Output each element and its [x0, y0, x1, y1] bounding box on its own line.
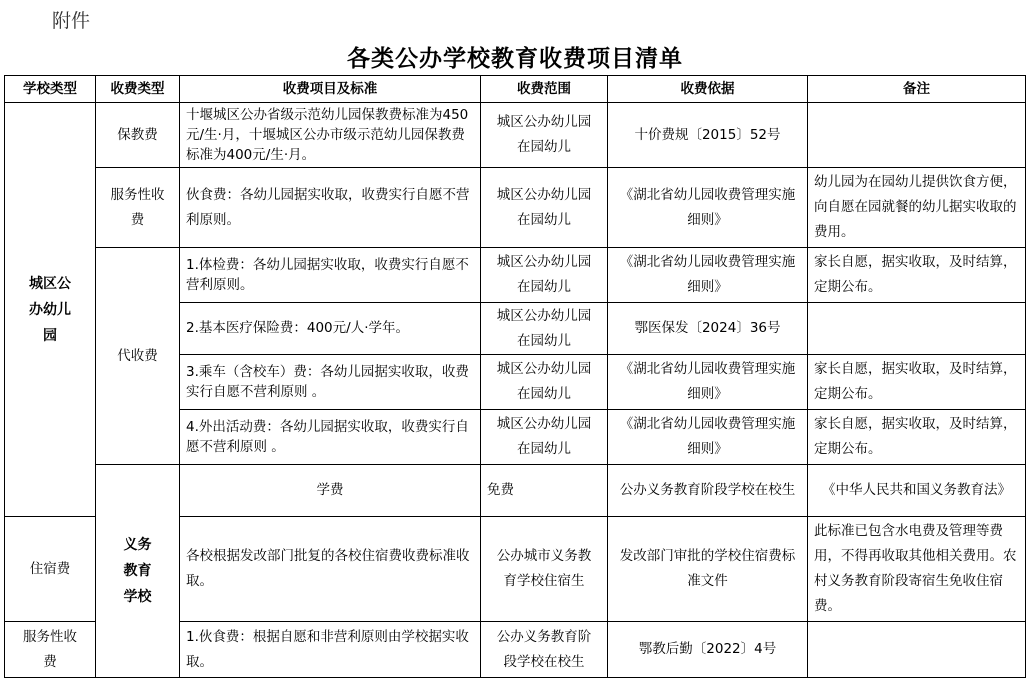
item-cell: 各校根据发改部门批复的各校住宿费收费标准收取。 — [180, 517, 481, 622]
item-cell: 1.体检费：各幼儿园据实收取，收费实行自愿不营利原则。 — [180, 248, 481, 303]
item-cell: 2.基本医疗保险费：400元/人·学年。 — [180, 303, 481, 355]
item-cell: 免费 — [481, 465, 608, 517]
header-row — [5, 76, 1026, 103]
header-items: 收费项目及标准 — [180, 76, 481, 103]
scope-cell: 城区公办幼儿园在园幼儿 — [481, 168, 608, 248]
item-cell: 1.伙食费：根据自愿和非营利原则由学校据实收取。 — [180, 622, 481, 678]
basis-cell: 《中华人民共和国义务教育法》 — [808, 465, 1026, 517]
basis-cell: 《湖北省幼儿园收费管理实施细则》 — [608, 355, 808, 410]
scope-cell: 公办城市义务教育学校住宿生 — [481, 517, 608, 622]
remark-cell — [808, 303, 1026, 355]
remark-cell — [808, 622, 1026, 678]
header-fee-type: 收费类型 — [96, 76, 180, 103]
school-type-cell — [96, 465, 180, 678]
remark-cell — [808, 103, 1026, 168]
basis-cell: 发改部门审批的学校住宿费标准文件 — [608, 517, 808, 622]
remark-cell: 幼儿园为在园幼儿提供饮食方便，向自愿在园就餐的幼儿据实收取的费用。 — [808, 168, 1026, 248]
fee-type-cell: 保教费 — [96, 103, 180, 168]
table-row — [5, 168, 1026, 248]
school-type-compulsory: 义务教育学校 — [123, 537, 152, 605]
fee-type-cell: 代收费 — [96, 248, 180, 465]
attachment-label: 附件 — [52, 10, 91, 32]
scope-cell: 城区公办幼儿园在园幼儿 — [481, 248, 608, 303]
scope-cell: 城区公办幼儿园在园幼儿 — [481, 355, 608, 410]
item-cell: 伙食费：各幼儿园据实收取，收费实行自愿不营利原则。 — [180, 168, 481, 248]
remark-cell: 家长自愿，据实收取，及时结算，定期公布。 — [808, 410, 1026, 465]
basis-cell: 十价费规〔2015〕52号 — [608, 103, 808, 168]
scope-cell: 城区公办幼儿园在园幼儿 — [481, 410, 608, 465]
basis-cell: 《湖北省幼儿园收费管理实施细则》 — [608, 248, 808, 303]
item-cell: 3.乘车（含校车）费：各幼儿园据实收取，收费实行自愿不营利原则 。 — [180, 355, 481, 410]
fee-type-cell: 服务性收费 — [5, 622, 96, 678]
basis-cell: 鄂医保发〔2024〕36号 — [608, 303, 808, 355]
header-school-type: 学校类型 — [5, 76, 96, 103]
document-title: 各类公办学校教育收费项目清单 — [347, 46, 683, 72]
table-row — [5, 103, 1026, 168]
header-remarks: 备注 — [808, 76, 1026, 103]
remark-cell: 家长自愿，据实收取，及时结算，定期公布。 — [808, 355, 1026, 410]
school-type-cell — [5, 103, 96, 517]
table-row — [5, 248, 1026, 303]
fee-type-cell: 住宿费 — [5, 517, 96, 622]
item-cell: 十堰城区公办省级示范幼儿园保教费标准为450元/生·月，十堰城区公办市级示范幼儿园保教费标准为400元/生·月。 — [180, 103, 481, 168]
scope-cell: 公办义务教育阶段学校在校生 — [608, 465, 808, 517]
scope-cell: 城区公办幼儿园在园幼儿 — [481, 103, 608, 168]
remark-cell: 此标准已包含水电费及管理等费用，不得再收取其他相关费用。农村义务教育阶段寄宿生免收住宿费。 — [808, 517, 1026, 622]
basis-cell: 《湖北省幼儿园收费管理实施细则》 — [608, 168, 808, 248]
basis-cell: 《湖北省幼儿园收费管理实施细则》 — [608, 410, 808, 465]
remark-cell: 家长自愿，据实收取，及时结算，定期公布。 — [808, 248, 1026, 303]
fee-table — [4, 75, 1026, 678]
scope-cell: 城区公办幼儿园在园幼儿 — [481, 303, 608, 355]
header-scope: 收费范围 — [481, 76, 608, 103]
table-row — [5, 465, 1026, 517]
item-cell: 4.外出活动费：各幼儿园据实收取，收费实行自愿不营利原则 。 — [180, 410, 481, 465]
fee-type-cell: 学费 — [180, 465, 481, 517]
header-basis: 收费依据 — [608, 76, 808, 103]
basis-cell: 鄂教后勤〔2022〕4号 — [608, 622, 808, 678]
fee-type-cell: 服务性收费 — [96, 168, 180, 248]
school-type-kindergarten: 城区公办幼儿园 — [29, 275, 71, 344]
scope-cell: 公办义务教育阶段学校在校生 — [481, 622, 608, 678]
